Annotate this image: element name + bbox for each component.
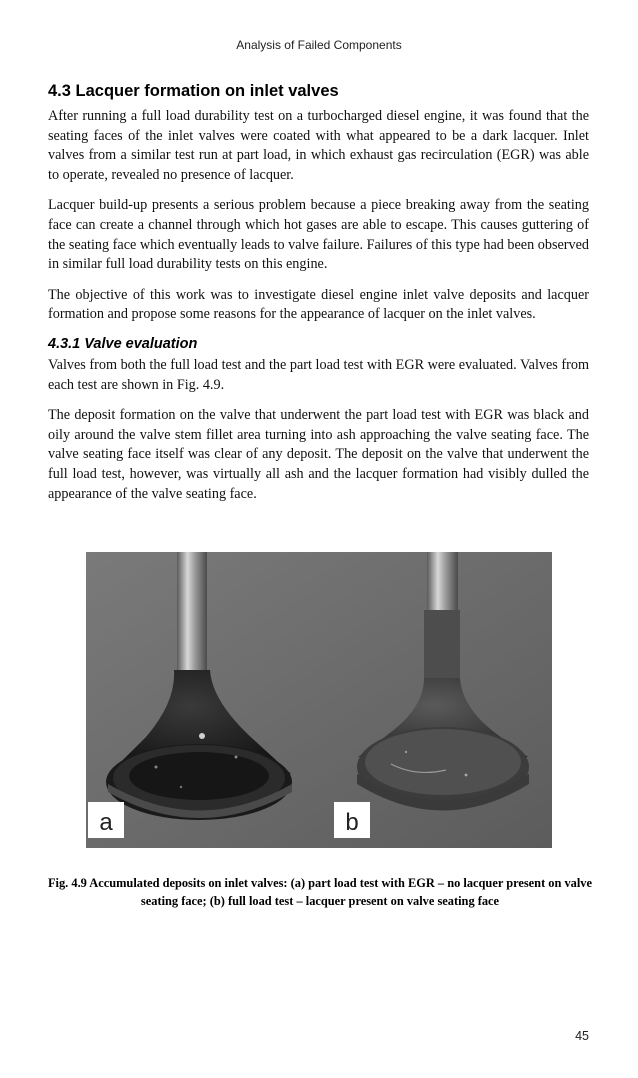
subsection-heading: 4.3.1 Valve evaluation (48, 335, 198, 352)
paragraph: After running a full load durability test on a turbocharged diesel engine, it was found that the seating faces of the inlet valves were coated with what appeared to be a dark lacquer. Inlet valves from a similar test run at part load, in which exhaust gas recirculation (EGR) was able to operate, revealed no presence of lacquer. (48, 108, 589, 183)
running-header: Analysis of Failed Components (236, 38, 402, 52)
paragraph: The deposit formation on the valve that underwent the part load test with EGR was black and oily around the valve stem fillet area turning into ash approaching the valve seating face. The valve seating face itself was clear of any deposit. The deposit on the valve that underwent the full load test, however, was virtually all ash and the lacquer formation had visibly dulled the appearance of the valve seating face. (48, 407, 589, 502)
section-heading: 4.3 Lacquer formation on inlet valves (48, 82, 339, 100)
paragraph: Lacquer build-up presents a serious problem because a piece breaking away from the seating face can create a channel through which hot gases are able to escape. This causes guttering of the seating face which eventually leads to valve failure. Failures of this type had been observed in similar full load durability tests on this engine. (48, 197, 589, 273)
label-b: b (345, 809, 359, 836)
page-body (48, 82, 589, 515)
paragraph: The objective of this work was to investigate diesel engine inlet valve deposits and lacquer formation and propose some reasons for the appearance of lacquer on the inlet valves. (48, 286, 589, 323)
page-number: 45 (575, 1029, 589, 1043)
valve-photo-illustration (86, 552, 552, 848)
paragraph: Valves from both the full load test and the part load test with EGR were evaluated. Valves from each test are shown in Fig. 4.9. (48, 356, 589, 393)
label-a: a (99, 809, 113, 836)
valve-photograph (86, 552, 552, 848)
figure-caption: Fig. 4.9 Accumulated deposits on inlet valves: (a) part load test with EGR – no lacquer present on valve seating face; (b) full load test – lacquer present on valve seating face (47, 876, 593, 908)
